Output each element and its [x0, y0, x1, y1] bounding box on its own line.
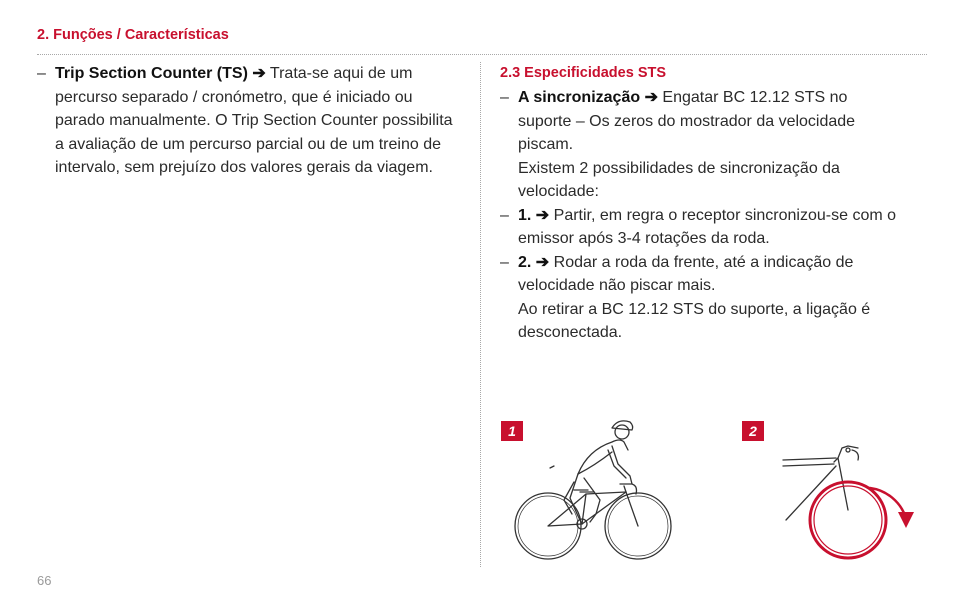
figure-1-badge: 1	[501, 421, 523, 441]
rotation-arrow-icon	[810, 482, 906, 558]
list-dash: –	[500, 206, 509, 224]
item-note: Ao retirar a BC 12.12 STS do suporte, a ligação é desconectada.	[518, 300, 871, 341]
front-wheel-rotation-illustration	[778, 440, 923, 570]
left-column	[37, 62, 462, 180]
list-item-option-1	[500, 204, 900, 251]
item-text: Rodar a roda da frente, até a indicação de velocidade não piscar mais.	[518, 253, 854, 294]
column-divider	[480, 62, 481, 567]
item-text: Trata-se aqui de um percurso separado / cronómetro, que é iniciado ou parado manualmente. O Trip Section Counter possibilita a avaliação de um percurso parcial ou de um treino de intervalo, sem prejuízo dos valores gerais da viagem.	[55, 65, 453, 176]
arrow-right-icon: ➔	[252, 65, 266, 82]
subsection-title: 2.3 Especificidades STS	[500, 65, 667, 81]
list-dash: –	[500, 253, 509, 271]
list-item-sincronizacao	[500, 86, 900, 204]
term-label: Trip Section Counter (TS)	[55, 65, 248, 82]
right-column	[500, 62, 900, 345]
list-dash: –	[37, 65, 46, 82]
list-item-option-2	[500, 251, 900, 345]
arrow-right-icon: ➔	[535, 253, 550, 271]
list-dash: –	[500, 89, 509, 106]
arrow-right-icon: ➔	[535, 206, 550, 224]
page-number: 66	[37, 573, 52, 588]
item-note: Existem 2 possibilidades de sincronização da velocidade:	[518, 159, 840, 200]
item-text: Engatar BC 12.12 STS no suporte – Os zeros do mostrador da velocidade piscam.	[518, 89, 856, 153]
list-item-trip-section-counter	[37, 62, 462, 180]
cyclist-illustration	[508, 412, 678, 572]
header-divider	[37, 54, 927, 55]
term-label: 2.	[518, 253, 532, 271]
figure-2-badge: 2	[742, 421, 764, 441]
term-label: A sincronização	[518, 89, 641, 106]
term-label: 1.	[518, 206, 532, 224]
arrow-right-icon: ➔	[644, 89, 658, 106]
section-title: 2. Funções / Características	[37, 27, 229, 43]
item-text: Partir, em regra o receptor sincronizou-se com o emissor após 3-4 rotações da roda.	[518, 206, 897, 247]
